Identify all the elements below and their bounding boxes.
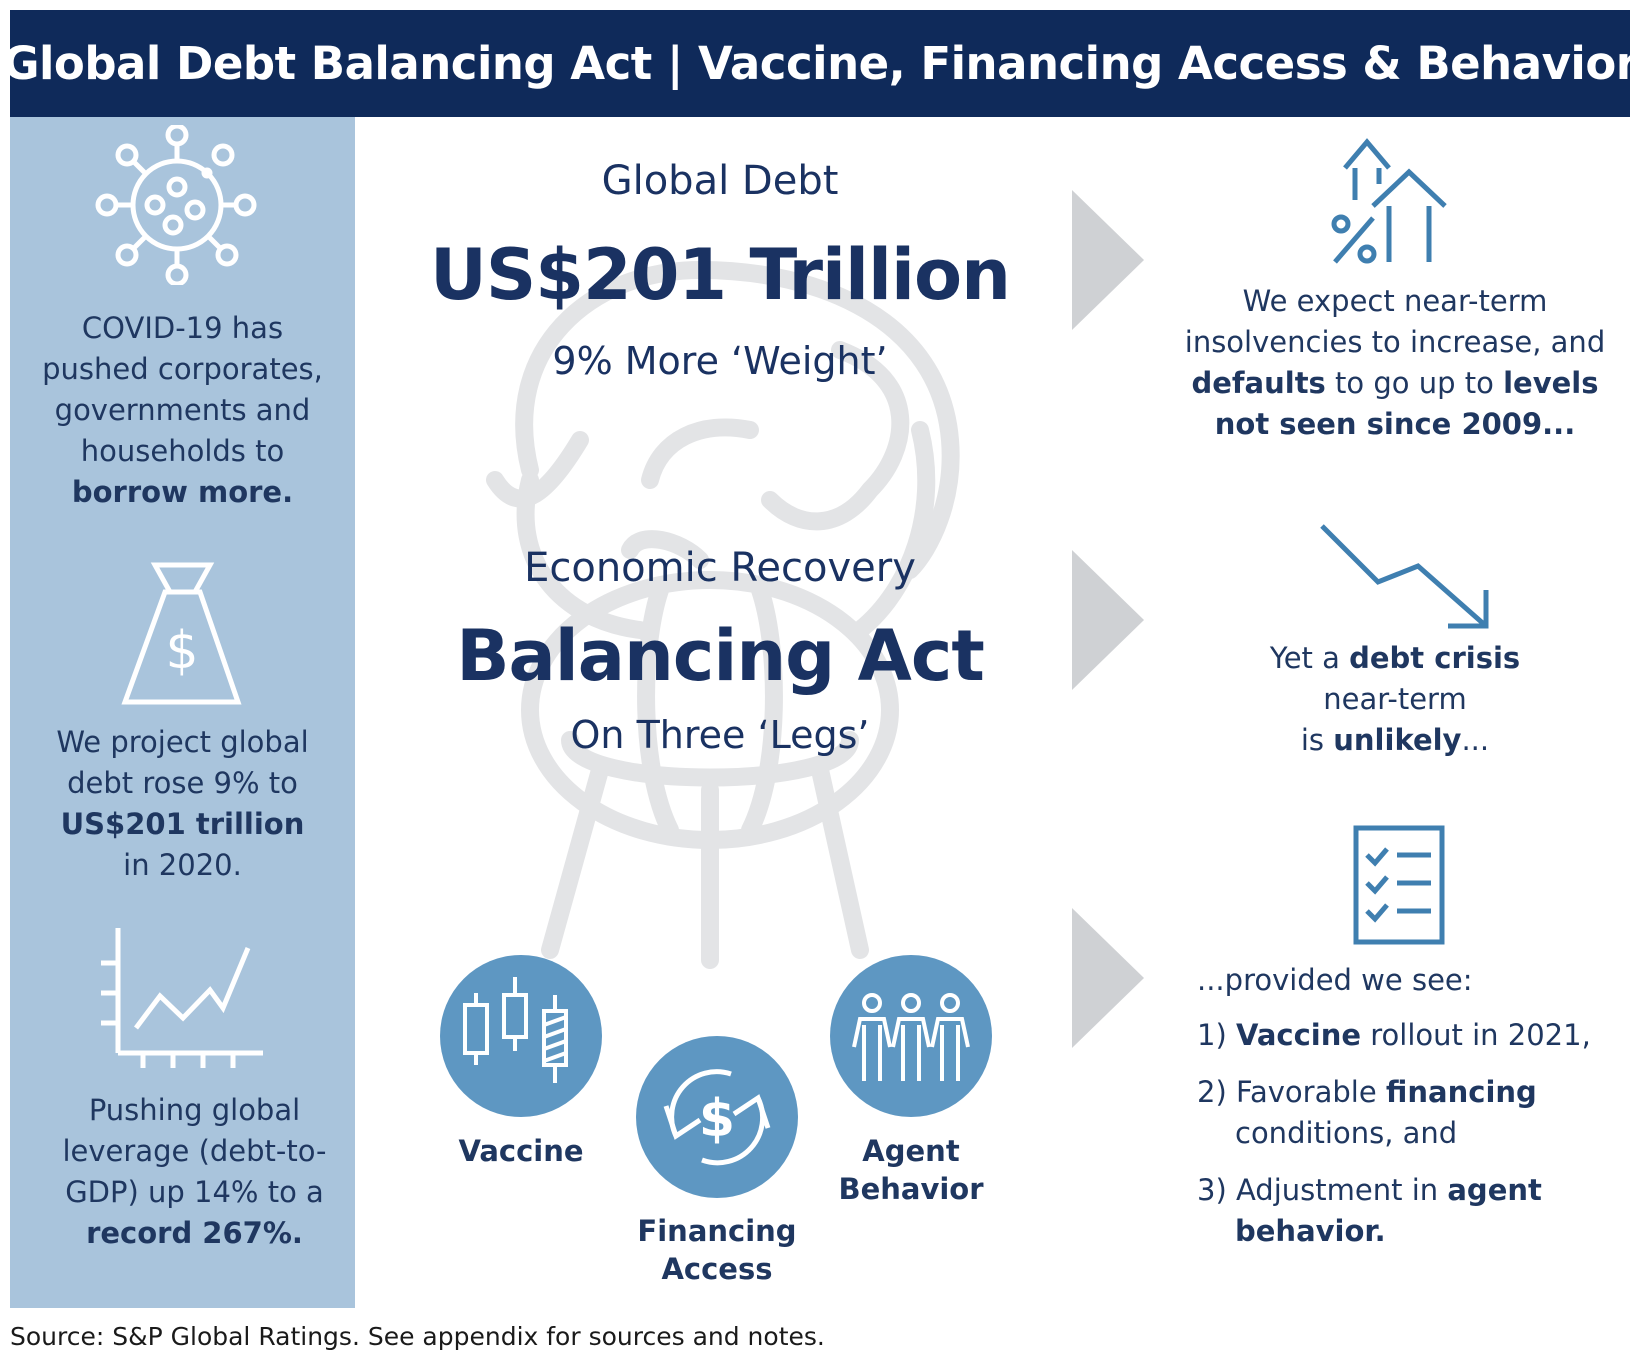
source-note: Source: S&P Global Ratings. See appendix for sources and notes. bbox=[10, 1322, 825, 1351]
chevron-right-icon bbox=[1072, 908, 1147, 1048]
list-item-3-line-2: behavior. bbox=[1235, 1214, 1386, 1248]
left-block-3-line-2: leverage (debt-to- bbox=[62, 1134, 327, 1168]
left-block-2-line-2: debt rose 9% to bbox=[67, 766, 298, 800]
right-block-1-line-2: insolvencies to increase, and bbox=[1184, 325, 1606, 359]
right-block-1-line-3-mid: to go up to bbox=[1325, 366, 1504, 400]
leg-label-vaccine bbox=[441, 1132, 601, 1170]
money-weight-icon bbox=[120, 560, 245, 705]
list-item-agent bbox=[1197, 1170, 1542, 1252]
leg-label-vaccine-text: Vaccine bbox=[458, 1134, 584, 1168]
right-block-2-line-1-pre: Yet a bbox=[1269, 641, 1350, 675]
right-block-1-line-1: We expect near-term bbox=[1242, 284, 1548, 318]
right-block-1-line-4: not seen since 2009... bbox=[1214, 407, 1576, 441]
chevron-right-icon bbox=[1072, 550, 1147, 690]
right-block-2 bbox=[1160, 638, 1630, 761]
leg-label-agent bbox=[811, 1132, 1011, 1208]
line-chart-icon bbox=[98, 928, 263, 1068]
global-debt-subtitle: 9% More ‘Weight’ bbox=[552, 339, 888, 383]
leg-label-agent-line-2: Behavior bbox=[838, 1172, 984, 1206]
leg-label-financing-line-1: Financing bbox=[637, 1214, 797, 1248]
list-item-2-pre: 2) Favorable bbox=[1197, 1075, 1386, 1109]
list-item-1-pre: 1) bbox=[1197, 1018, 1236, 1052]
global-debt-label: Global Debt bbox=[601, 158, 839, 204]
left-block-2 bbox=[10, 722, 355, 886]
left-block-1-line-1: COVID-19 has bbox=[81, 311, 284, 345]
percent-up-arrows-icon bbox=[1325, 138, 1465, 266]
levels-text: levels bbox=[1503, 366, 1599, 400]
chevron-right-icon bbox=[1072, 190, 1147, 330]
left-block-2-line-4: in 2020. bbox=[123, 848, 242, 882]
defaults-text: defaults bbox=[1191, 366, 1326, 400]
left-block-3-line-3: GDP) up 14% to a bbox=[65, 1175, 324, 1209]
leg-label-agent-line-1: Agent bbox=[862, 1134, 960, 1168]
list-item-3-pre: 3) Adjustment in bbox=[1197, 1173, 1448, 1207]
left-block-2-bold: US$201 trillion bbox=[60, 807, 305, 841]
trend-down-icon bbox=[1318, 522, 1493, 632]
leg-label-financing-line-2: Access bbox=[661, 1252, 773, 1286]
left-block-1 bbox=[10, 308, 355, 513]
economic-recovery-label: Economic Recovery bbox=[524, 545, 916, 591]
vaccine-circle-icon bbox=[440, 955, 602, 1117]
svg-text:$: $ bbox=[698, 1089, 736, 1149]
left-block-3 bbox=[22, 1090, 367, 1254]
checklist-icon bbox=[1353, 825, 1445, 945]
left-block-3-line-1: Pushing global bbox=[88, 1093, 301, 1127]
leg-label-financing bbox=[617, 1212, 817, 1288]
three-legs-subtitle: On Three ‘Legs’ bbox=[570, 713, 870, 757]
svg-text:$: $ bbox=[165, 621, 199, 681]
list-item-2-bold: financing bbox=[1385, 1075, 1537, 1109]
left-block-1-bold: borrow more. bbox=[71, 475, 294, 509]
financing-circle-icon bbox=[636, 1036, 798, 1198]
right-block-1 bbox=[1160, 281, 1630, 445]
right-block-2-line-2: near-term bbox=[1323, 682, 1467, 716]
left-block-1-line-2: pushed corporates, bbox=[42, 352, 323, 386]
right-block-2-line-3-post: ... bbox=[1461, 723, 1490, 757]
list-item-1-bold: Vaccine bbox=[1235, 1018, 1362, 1052]
agent-behavior-circle-icon bbox=[830, 955, 992, 1117]
left-block-3-bold: record 267%. bbox=[86, 1216, 303, 1250]
list-item-3-bold: agent bbox=[1447, 1173, 1542, 1207]
list-item-vaccine bbox=[1197, 1015, 1591, 1056]
list-item-financing bbox=[1197, 1072, 1537, 1154]
provided-intro: ...provided we see: bbox=[1197, 963, 1473, 997]
right-block-2-line-3-pre: is bbox=[1300, 723, 1334, 757]
virus-icon bbox=[95, 125, 260, 285]
unlikely-text: unlikely bbox=[1333, 723, 1462, 757]
left-block-1-line-3: governments and bbox=[54, 393, 311, 427]
list-item-2-line-2: conditions, and bbox=[1235, 1116, 1458, 1150]
left-block-1-line-4: households to bbox=[80, 434, 285, 468]
balancing-act-title: Balancing Act bbox=[456, 615, 984, 697]
debt-crisis-text: debt crisis bbox=[1349, 641, 1521, 675]
list-item-1-post: rollout in 2021, bbox=[1361, 1018, 1591, 1052]
left-block-2-line-1: We project global bbox=[56, 725, 309, 759]
global-debt-value: US$201 Trillion bbox=[430, 234, 1010, 316]
page-title: Global Debt Balancing Act | Vaccine, Financing Access & Behavior bbox=[10, 10, 1630, 117]
